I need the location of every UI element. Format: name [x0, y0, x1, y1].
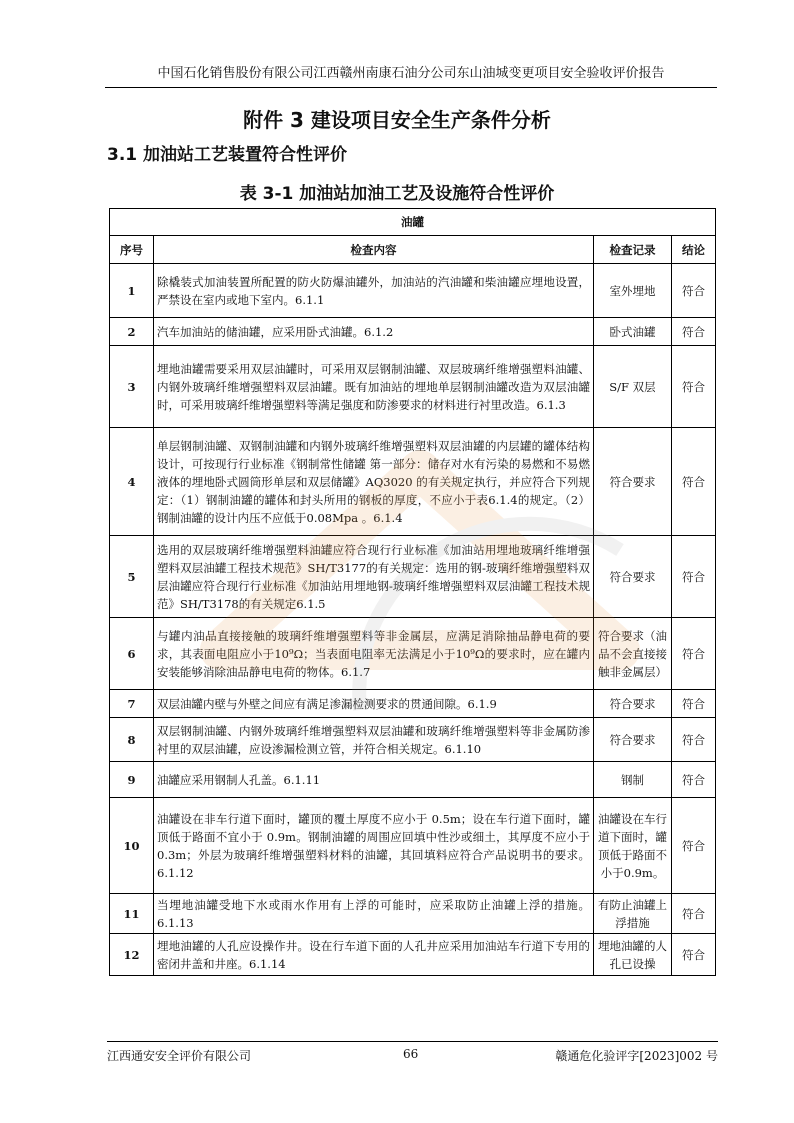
col-header-no: 序号	[110, 236, 154, 264]
appendix-title: 附件 3 建设项目安全生产条件分析	[243, 108, 551, 132]
row-conclusion: 符合	[672, 718, 716, 762]
table-row	[110, 264, 716, 318]
row-check-record: 符合要求	[594, 718, 672, 762]
table-row	[110, 798, 716, 894]
footer-company: 江西通安安全评价有限公司	[107, 1049, 252, 1063]
row-check-record: 符合要求	[594, 690, 672, 718]
row-conclusion: 符合	[672, 618, 716, 690]
row-conclusion: 符合	[672, 894, 716, 934]
row-check-record: 有防止油罐上浮措施	[594, 894, 672, 934]
row-conclusion: 符合	[672, 264, 716, 318]
section-heading: 3.1 加油站工艺装置符合性评价	[107, 145, 348, 165]
evaluation-table	[109, 208, 716, 976]
row-number: 9	[110, 762, 154, 798]
row-check-content: 油罐应采用钢制人孔盖。6.1.11	[154, 762, 594, 798]
row-number: 5	[110, 536, 154, 618]
col-header-result: 结论	[672, 236, 716, 264]
table-row	[110, 346, 716, 428]
table-row	[110, 934, 716, 976]
table-row	[110, 318, 716, 346]
row-check-record: S/F 双层	[594, 346, 672, 428]
row-check-content: 与罐内油品直接接触的玻璃纤维增强塑料等非金属层，应满足消除抽品静电荷的要求，其表面电阻应小于10⁹Ω；当表面电阻率无法满足小于10⁹Ω的要求时，应在罐内安装能够消除油品静电电荷的物体。6.1.7	[154, 618, 594, 690]
table-row	[110, 894, 716, 934]
page-footer	[107, 1041, 718, 1063]
row-conclusion: 符合	[672, 798, 716, 894]
row-check-record: 埋地油罐的人孔已设操	[594, 934, 672, 976]
row-number: 12	[110, 934, 154, 976]
row-check-record: 卧式油罐	[594, 318, 672, 346]
table-group-header: 油罐	[110, 209, 716, 236]
row-check-content: 选用的双层玻璃纤维增强塑料油罐应符合现行行业标准《加油站用埋地玻璃纤维增强塑料双层油罐工程技术规范》SH/T3177的有关规定：选用的钢-玻璃纤维增强塑料双层油罐应符合现行行业标准《加油站用埋地钢-玻璃纤维增强塑料双层油罐工程技术规范》SH/T3178的有关规定6.1.5	[154, 536, 594, 618]
table-row	[110, 718, 716, 762]
row-check-content: 除橇装式加油装置所配置的防火防爆油罐外，加油站的汽油罐和柴油罐应埋地设置，严禁设在室内或地下室内。6.1.1	[154, 264, 594, 318]
row-number: 4	[110, 428, 154, 536]
row-check-content: 埋地油罐需要采用双层油罐时，可采用双层钢制油罐、双层玻璃纤维增强塑料油罐、内钢外玻璃纤维增强塑料双层油罐。既有加油站的埋地单层钢制油罐改造为双层油罐时，可采用玻璃纤维增强塑料等满足强度和防渗要求的材料进行衬里改造。6.1.3	[154, 346, 594, 428]
row-check-content: 油罐设在非车行道下面时，罐顶的覆土厚度不应小于 0.5m；设在车行道下面时，罐顶低于路面不宜小于 0.9m。钢制油罐的周围应回填中性沙或细土，其厚度不应小于 0.3m；外层为玻璃纤维增强塑料材料的油罐，其回填料应符合产品说明书的要求。6.1.12	[154, 798, 594, 894]
row-conclusion: 符合	[672, 934, 716, 976]
row-number: 1	[110, 264, 154, 318]
row-check-record: 室外埋地	[594, 264, 672, 318]
row-number: 11	[110, 894, 154, 934]
table-row	[110, 618, 716, 690]
table-row	[110, 762, 716, 798]
row-check-record: 钢制	[594, 762, 672, 798]
row-conclusion: 符合	[672, 762, 716, 798]
table-row	[110, 428, 716, 536]
row-check-content: 双层油罐内壁与外壁之间应有满足渗漏检测要求的贯通间隙。6.1.9	[154, 690, 594, 718]
row-check-record: 符合要求（油品不会直接接触非金属层）	[594, 618, 672, 690]
page-header: 中国石化销售股份有限公司江西赣州南康石油分公司东山油城变更项目安全验收评价报告	[105, 62, 717, 88]
row-number: 10	[110, 798, 154, 894]
row-conclusion: 符合	[672, 690, 716, 718]
table-row	[110, 690, 716, 718]
row-conclusion: 符合	[672, 428, 716, 536]
row-number: 8	[110, 718, 154, 762]
row-number: 6	[110, 618, 154, 690]
row-check-record: 油罐设在车行道下面时，罐顶低于路面不小于0.9m。	[594, 798, 672, 894]
row-check-record: 符合要求	[594, 536, 672, 618]
row-check-content: 双层钢制油罐、内钢外玻璃纤维增强塑料双层油罐和玻璃纤维增强塑料等非金属防渗衬里的双层油罐，应设渗漏检测立管，并符合相关规定。6.1.10	[154, 718, 594, 762]
row-number: 3	[110, 346, 154, 428]
row-conclusion: 符合	[672, 346, 716, 428]
row-check-content: 当埋地油罐受地下水或雨水作用有上浮的可能时，应采取防止油罐上浮的措施。6.1.13	[154, 894, 594, 934]
row-number: 2	[110, 318, 154, 346]
col-header-content: 检查内容	[154, 236, 594, 264]
table-row	[110, 536, 716, 618]
footer-report-number: 赣通危化验评字[2023]002 号	[555, 1049, 718, 1063]
row-check-content: 埋地油罐的人孔应设操作井。设在行车道下面的人孔井应采用加油站车行道下专用的密闭井盖和井座。6.1.14	[154, 934, 594, 976]
table-title: 表 3-1 加油站加油工艺及设施符合性评价	[239, 184, 555, 204]
row-check-content: 汽车加油站的储油罐，应采用卧式油罐。6.1.2	[154, 318, 594, 346]
row-number: 7	[110, 690, 154, 718]
row-check-content: 单层钢制油罐、双钢制油罐和内钢外玻璃纤维增强塑料双层油罐的内层罐的罐体结构设计，可按现行行业标准《钢制常性储罐 第一部分：储存对水有污染的易燃和不易燃液体的埋地卧式圆筒形单层和双层储罐》AQ3020 的有关规定执行，并应符合下列规定：（1）钢制油罐的罐体和封头所用的钢板的厚度，不应小于表6.1.4的规定。（2）钢制油罐的设计内压不应低于0.08Mpa 。6.1.4	[154, 428, 594, 536]
page-number: 66	[403, 1047, 419, 1061]
row-conclusion: 符合	[672, 318, 716, 346]
row-check-record: 符合要求	[594, 428, 672, 536]
col-header-record: 检查记录	[594, 236, 672, 264]
row-conclusion: 符合	[672, 536, 716, 618]
